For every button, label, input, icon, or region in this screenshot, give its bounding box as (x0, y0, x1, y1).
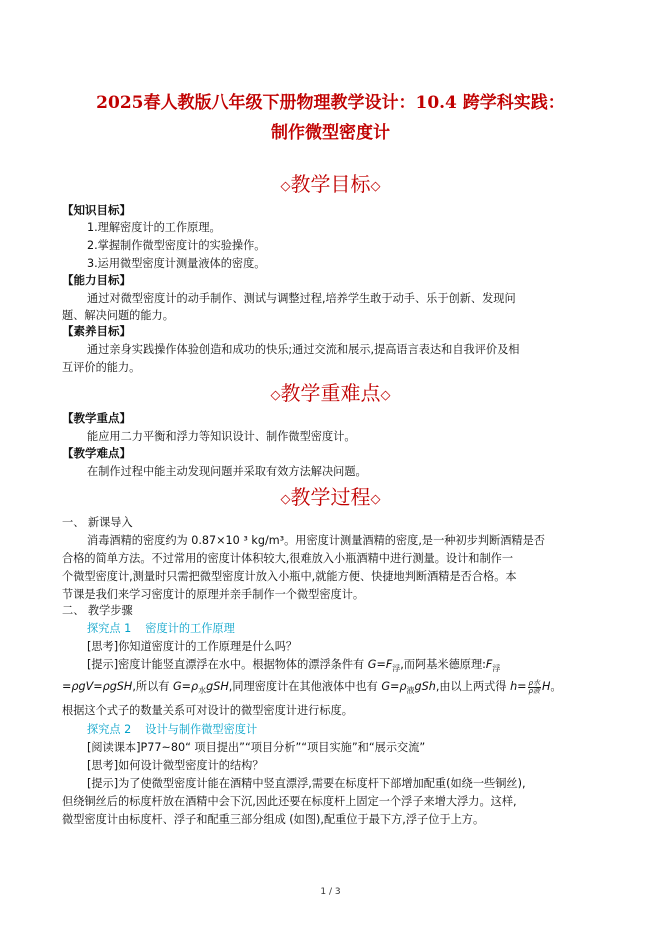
section-heading-text: 教学重难点 (280, 381, 381, 405)
intro-paragraph-line: 节课是我们来学习密度计的原理并亲手制作一个微型密度计。 (62, 588, 365, 601)
hint-text: ,而阿基米德原理: (400, 658, 486, 671)
ability-goal-label: 【能力目标】 (62, 273, 131, 287)
hint-line-1 (87, 657, 500, 677)
formula-text: 。 (550, 680, 562, 693)
literacy-goal-label: 【素养目标】 (62, 324, 131, 338)
document-title-line-1: 2025春人教版八年级下册物理教学设计：10.4 跨学科实践： (96, 93, 565, 113)
diamond-icon: ◇ (280, 179, 291, 194)
diamond-icon: ◇ (370, 492, 381, 507)
hint-line-2: [提示]为了使微型密度计能在酒精中竖直漂浮,需要在标度杆下部增加配重(如绕一些铜丝), (87, 777, 526, 790)
hint-line-2: 微型密度计由标度杆、浮子和配重三部分组成 (如图),配重位于最下方,浮子位于上方。 (62, 813, 485, 826)
formula-text: ,同理密度计在其他液体中也有 (228, 680, 378, 693)
knowledge-goal-item: 2.掌握制作微型密度计的实验操作。 (87, 239, 266, 252)
formula-text: ,由以上两式得 (435, 680, 507, 693)
diamond-icon: ◇ (380, 388, 391, 403)
probe-heading-1 (87, 621, 235, 637)
formula-text: G=ρ (381, 680, 407, 693)
section-heading-text: 教学目标 (290, 172, 371, 196)
ability-goal-text: 通过对微型密度计的动手制作、测试与调整过程,培养学生敢于动手、乐于创新、发现问 (87, 292, 516, 305)
reading-instruction: [阅读课本]P77~80“ 项目提出”“项目分析”“项目实施”和“展示交流” (87, 741, 426, 754)
literacy-goal-text: 通过亲身实践操作体验创造和成功的快乐;通过交流和展示,提高语言表达和自我评价及相 (87, 343, 520, 356)
document-title-line-2: 制作微型密度计 (271, 123, 390, 143)
formula-text: gSh (414, 680, 436, 693)
diamond-icon: ◇ (280, 492, 291, 507)
formula-text: ,所以有 (132, 680, 170, 693)
fraction-numerator: ρ水 (528, 678, 540, 687)
formula-text: =ρgV=ρgSH (62, 680, 133, 693)
calibration-text: 根据这个式子的数量关系可对设计的微型密度计进行标度。 (62, 704, 353, 717)
probe-title: 密度计的工作原理 (145, 622, 235, 635)
think-question-2: [思考]如何设计微型密度计的结构？ (87, 759, 264, 772)
intro-paragraph-line: 合格的简单方法。不过常用的密度计体积较大,很难放入小瓶酒精中进行测量。设计和制作一 (62, 552, 514, 565)
fraction-denominator: ρ液 (528, 686, 540, 695)
knowledge-goal-item: 1.理解密度计的工作原理。 (87, 221, 221, 234)
formula-buoyancy: F (485, 658, 493, 671)
intro-paragraph-line: 消毒酒精的密度约为 0.87×10 ³ kg/m³。用密度计测量酒精的密度,是一种初步判断酒精是否 (87, 534, 545, 547)
part-heading-intro: 一、 新课导入 (62, 516, 133, 529)
formula-text: gSH (206, 680, 229, 693)
intro-paragraph-line: 个微型密度计,测量时只需把微型密度计放入小瓶中,就能方便、快捷地判断酒精是否合格。本 (62, 570, 517, 583)
knowledge-goal-label: 【知识目标】 (62, 203, 131, 217)
ability-goal-text: 题、解决问题的能力。 (62, 309, 174, 322)
diamond-icon: ◇ (270, 388, 281, 403)
formula-line (62, 679, 562, 699)
hint-text: [提示]密度计能竖直漂浮在水中。根据物体的漂浮条件有 (87, 658, 365, 671)
hint-line-2: 但绕铜丝后的标度杆放在酒精中会下沉,因此还要在标度杆上固定一个浮子来增大浮力。这样, (62, 795, 517, 808)
diamond-icon: ◇ (370, 179, 381, 194)
probe-title: 设计与制作微型密度计 (145, 723, 258, 736)
part-heading-steps: 二、 教学步骤 (62, 604, 133, 617)
think-question-1: [思考]你知道密度计的工作原理是什么吗？ (87, 640, 298, 653)
probe-label: 探究点 2 (87, 723, 132, 736)
section-heading-teaching-goals (0, 172, 661, 200)
formula-text: G=ρ (173, 680, 199, 693)
teaching-focus-label: 【教学重点】 (62, 411, 131, 425)
probe-label: 探究点 1 (87, 622, 132, 635)
literacy-goal-text: 互评价的能力。 (62, 361, 141, 374)
subscript-float: 浮 (492, 664, 501, 674)
formula-text: h= (510, 680, 527, 693)
density-ratio-fraction (528, 680, 541, 695)
formula-text: H (541, 680, 551, 693)
formula-float-condition: G=F (367, 658, 393, 671)
subscript-liquid: 液 (406, 686, 415, 696)
subscript-float: 浮 (392, 664, 401, 674)
teaching-difficulty-label: 【教学难点】 (62, 446, 131, 460)
probe-heading-2 (87, 722, 257, 738)
section-heading-teaching-process (0, 485, 661, 513)
subscript-water: 水 (198, 686, 207, 696)
page-number: 1 / 3 (320, 887, 341, 897)
teaching-difficulty-text: 在制作过程中能主动发现问题并采取有效方法解决问题。 (87, 465, 367, 478)
knowledge-goal-item: 3.运用微型密度计测量液体的密度。 (87, 257, 266, 270)
section-heading-text: 教学过程 (290, 485, 371, 509)
teaching-focus-text: 能应用二力平衡和浮力等知识设计、制作微型密度计。 (87, 430, 356, 443)
section-heading-key-points (0, 381, 661, 409)
